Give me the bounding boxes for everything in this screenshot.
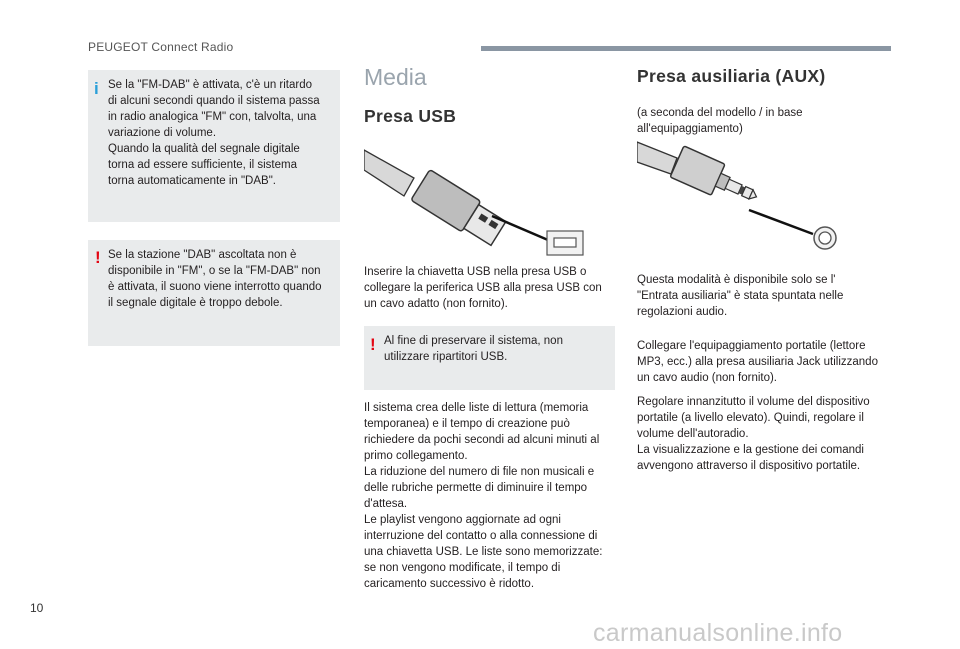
info-note-text <box>108 77 320 189</box>
usb-body <box>364 400 602 592</box>
usb-body-line: primo collegamento. <box>364 450 468 462</box>
usb-intro-line: un cavo adatto (non fornito). <box>364 298 508 310</box>
aux-para2 <box>637 338 878 386</box>
aux-para3 <box>637 394 870 474</box>
info-icon: i <box>94 79 99 98</box>
info-line: Quando la qualità del segnale digitale <box>108 143 300 155</box>
usb-body-line: se non vengono modificate, il tempo di <box>364 562 561 574</box>
info-note-box <box>88 70 340 222</box>
info-line: in radio analogica "FM" con, talvolta, una <box>108 111 317 123</box>
usb-body-line: delle rubriche permette di diminuire il tempo <box>364 482 588 494</box>
watermark: carmanualsonline.info <box>593 619 843 647</box>
warning-icon: ! <box>370 335 376 354</box>
usb-body-line: richiedere da pochi secondi ad alcuni minuti al <box>364 434 600 446</box>
usb-body-line: Il sistema crea delle liste di lettura (memoria <box>364 402 589 414</box>
info-line: Se la "FM-DAB" è attivata, c'è un ritardo <box>108 79 313 91</box>
warning-line: Se la stazione "DAB" ascoltata non è <box>108 249 297 261</box>
aux-para2-line: un cavo audio (non fornito). <box>637 372 778 384</box>
warning-note-box <box>88 240 340 346</box>
warning-line: è attivata, il suono viene interrotto quando <box>108 281 322 293</box>
usb-intro-line: collegare la periferica USB alla presa USB con <box>364 282 602 294</box>
aux-subtitle <box>637 105 803 137</box>
header-title: PEUGEOT Connect Radio <box>88 40 234 54</box>
warning-note-text <box>108 247 322 311</box>
usb-warning-line: Al fine di preservare il sistema, non <box>384 335 563 347</box>
aux-para3-line: La visualizzazione e la gestione dei comandi <box>637 444 864 456</box>
aux-para2-line: Collegare l'equipaggiamento portatile (lettore <box>637 340 866 352</box>
aux-para2-line: MP3, ecc.) alla presa ausiliaria Jack utilizzando <box>637 356 878 368</box>
usb-body-line: caricamento successivo è ridotto. <box>364 578 535 590</box>
usb-intro-line: Inserire la chiavetta USB nella presa USB o <box>364 266 587 278</box>
usb-body-line: una chiavetta USB. Le liste sono memorizzate: <box>364 546 603 558</box>
jack-plug-illustration <box>637 138 843 260</box>
usb-warning-text <box>384 333 563 365</box>
aux-subtitle-line: (a seconda del modello / in base <box>637 107 803 119</box>
usb-title: Presa USB <box>364 106 457 126</box>
usb-body-line: interruzione del contatto o alla connessione di <box>364 530 598 542</box>
usb-intro <box>364 264 602 312</box>
info-line: di alcuni secondi quando il sistema passa <box>108 95 320 107</box>
header-bar <box>481 46 891 51</box>
aux-para3-line: volume dell'autoradio. <box>637 428 749 440</box>
aux-para1-line: "Entrata ausiliaria" è stata spuntata nelle <box>637 290 844 302</box>
usb-warning-box <box>364 326 615 390</box>
usb-warning-line: utilizzare ripartitori USB. <box>384 351 508 363</box>
aux-para1-line: Questa modalità è disponibile solo se l' <box>637 274 836 286</box>
usb-body-line: La riduzione del numero di file non musicali e <box>364 466 595 478</box>
media-title: Media <box>364 64 427 90</box>
usb-body-line: Le playlist vengono aggiornate ad ogni <box>364 514 561 526</box>
info-line: torna automaticamente in "DAB". <box>108 175 276 187</box>
usb-plug-illustration <box>364 140 590 260</box>
warning-icon: ! <box>95 248 101 267</box>
aux-para3-line: avvengono attraverso il dispositivo portatile. <box>637 460 861 472</box>
info-line: torna ad essere sufficiente, il sistema <box>108 159 297 171</box>
warning-line: il segnale digitale è troppo debole. <box>108 297 283 309</box>
aux-para3-line: Regolare innanzitutto il volume del dispositivo <box>637 396 870 408</box>
aux-title: Presa ausiliaria (AUX) <box>637 66 826 86</box>
usb-body-line: temporanea) e il tempo di creazione può <box>364 418 570 430</box>
page-number: 10 <box>30 601 44 615</box>
info-line: variazione di volume. <box>108 127 217 139</box>
aux-para3-line: portatile (a livello elevato). Quindi, regolare il <box>637 412 864 424</box>
warning-line: disponibile in "FM", o se la "FM-DAB" non <box>108 265 321 277</box>
usb-body-line: d'attesa. <box>364 498 408 510</box>
aux-subtitle-line: all'equipaggiamento) <box>637 123 743 135</box>
aux-para1-line: regolazioni audio. <box>637 306 728 318</box>
aux-para1 <box>637 272 843 320</box>
